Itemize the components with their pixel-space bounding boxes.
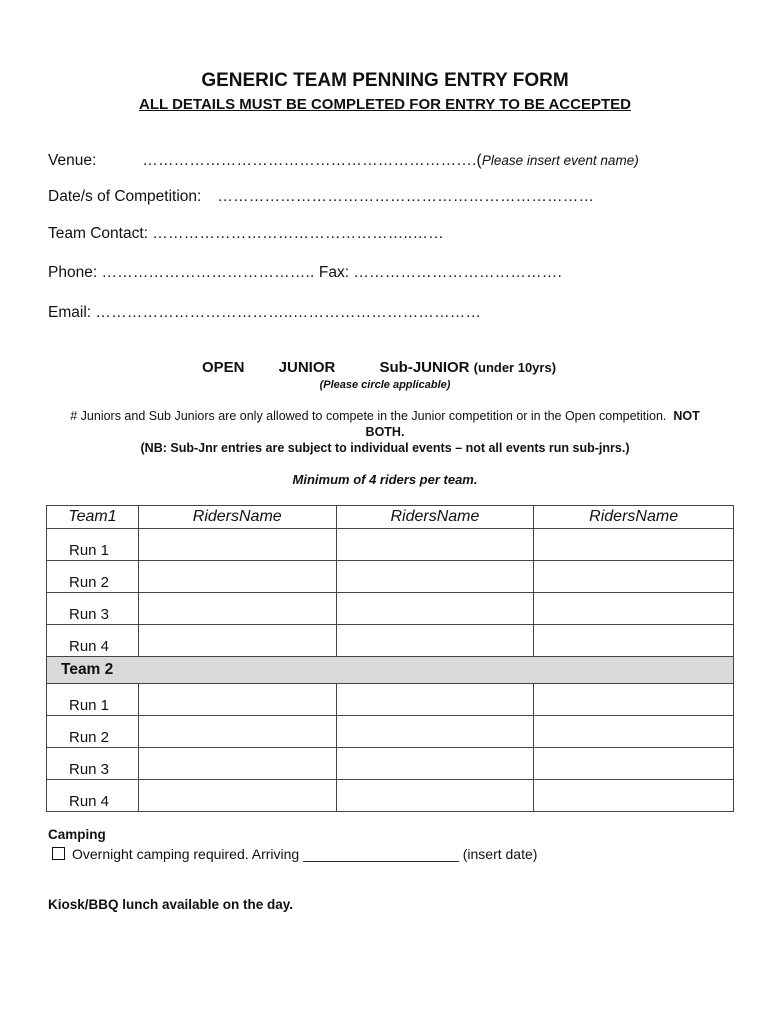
table-row [47, 625, 734, 657]
date-label: Date/s of Competition: [48, 188, 202, 205]
rules-text [70, 408, 700, 456]
venue-note: Please insert event name) [481, 153, 639, 168]
form-subtitle: ALL DETAILS MUST BE COMPLETED FOR ENTRY TO BE ACCEPTED [139, 96, 631, 113]
team2-label: Team 2 [47, 657, 734, 684]
run-label: Run 4 [47, 780, 139, 812]
camping-option [52, 846, 537, 862]
rider-cell[interactable] [138, 684, 336, 716]
rider-cell[interactable] [138, 593, 336, 625]
riders-name-header: RidersName [336, 506, 534, 529]
rider-cell[interactable] [336, 780, 534, 812]
contact-label: Team Contact: [48, 225, 148, 242]
rules-line1: # Juniors and Sub Juniors are only allowed to compete in the Junior competition or in the Open competition. [70, 409, 667, 423]
team-entry-table [46, 505, 734, 812]
rider-cell[interactable] [336, 561, 534, 593]
rider-cell[interactable] [336, 748, 534, 780]
table-row [47, 780, 734, 812]
category-options [0, 359, 770, 376]
run-label: Run 1 [47, 684, 139, 716]
nb-text: (NB: Sub-Jnr entries are subject to individual events – not all events run sub-jnrs.) [140, 441, 630, 455]
run-label: Run 4 [47, 625, 139, 657]
table-row [47, 748, 734, 780]
run-label: Run 3 [47, 748, 139, 780]
table-row [47, 684, 734, 716]
form-title: GENERIC TEAM PENNING ENTRY FORM [201, 70, 569, 91]
rider-cell[interactable] [138, 716, 336, 748]
table-row [47, 716, 734, 748]
phone-dots: ………………………………….. [101, 264, 315, 281]
rider-cell[interactable] [138, 748, 336, 780]
team2-header-row [47, 657, 734, 684]
rider-cell[interactable] [534, 593, 734, 625]
email-field[interactable] [48, 304, 481, 322]
rider-cell[interactable] [534, 625, 734, 657]
category-sub-junior[interactable] [380, 359, 557, 376]
date-field[interactable] [48, 188, 594, 206]
rider-cell[interactable] [534, 561, 734, 593]
rider-cell[interactable] [336, 716, 534, 748]
minimum-riders-note: Minimum of 4 riders per team. [292, 472, 478, 487]
fax-dots: …………………………………. [353, 264, 562, 281]
riders-name-header: RidersName [534, 506, 734, 529]
category-sub-junior-label: Sub-JUNIOR [379, 359, 470, 376]
team1-header-row [47, 506, 734, 529]
rider-cell[interactable] [534, 780, 734, 812]
kiosk-note: Kiosk/BBQ lunch available on the day. [48, 897, 294, 912]
date-dots: ……………………………………………………………… [217, 188, 595, 205]
rider-cell[interactable] [138, 625, 336, 657]
checkbox-icon[interactable] [52, 847, 65, 860]
rider-cell[interactable] [336, 593, 534, 625]
email-dots: ………………………………..……………………………… [95, 304, 482, 321]
rider-cell[interactable] [534, 529, 734, 561]
table-row [47, 529, 734, 561]
phone-fax-field[interactable] [48, 264, 562, 282]
rider-cell[interactable] [138, 780, 336, 812]
rider-cell[interactable] [534, 716, 734, 748]
venue-field[interactable] [48, 152, 639, 170]
phone-label: Phone: [48, 264, 98, 281]
run-label: Run 1 [47, 529, 139, 561]
rider-cell[interactable] [534, 748, 734, 780]
contact-field[interactable] [48, 225, 444, 243]
table-row [47, 593, 734, 625]
contact-dots: …………………………………………..…… [152, 225, 444, 242]
category-junior[interactable]: JUNIOR [278, 359, 336, 376]
venue-label: Venue: [48, 152, 97, 169]
rider-cell[interactable] [336, 625, 534, 657]
run-label: Run 2 [47, 561, 139, 593]
not-both-text: NOT BOTH. [365, 409, 700, 439]
rider-cell[interactable] [336, 529, 534, 561]
run-label: Run 3 [47, 593, 139, 625]
team1-header: Team1 [47, 506, 139, 529]
rider-cell[interactable] [336, 684, 534, 716]
camping-text: Overnight camping required. Arriving ____________________ (insert date) [72, 846, 538, 862]
category-open[interactable]: OPEN [201, 359, 245, 376]
camping-heading: Camping [48, 827, 106, 842]
email-label: Email: [48, 304, 92, 321]
riders-name-header: RidersName [138, 506, 336, 529]
fax-label: Fax: [318, 264, 350, 281]
circle-note: (Please circle applicable) [319, 379, 451, 391]
run-label: Run 2 [47, 716, 139, 748]
category-sub-junior-note: (under 10yrs) [473, 360, 557, 375]
rider-cell[interactable] [534, 684, 734, 716]
venue-dots: ……………………………………………………….( [142, 152, 482, 169]
table-row [47, 561, 734, 593]
rider-cell[interactable] [138, 529, 336, 561]
rider-cell[interactable] [138, 561, 336, 593]
